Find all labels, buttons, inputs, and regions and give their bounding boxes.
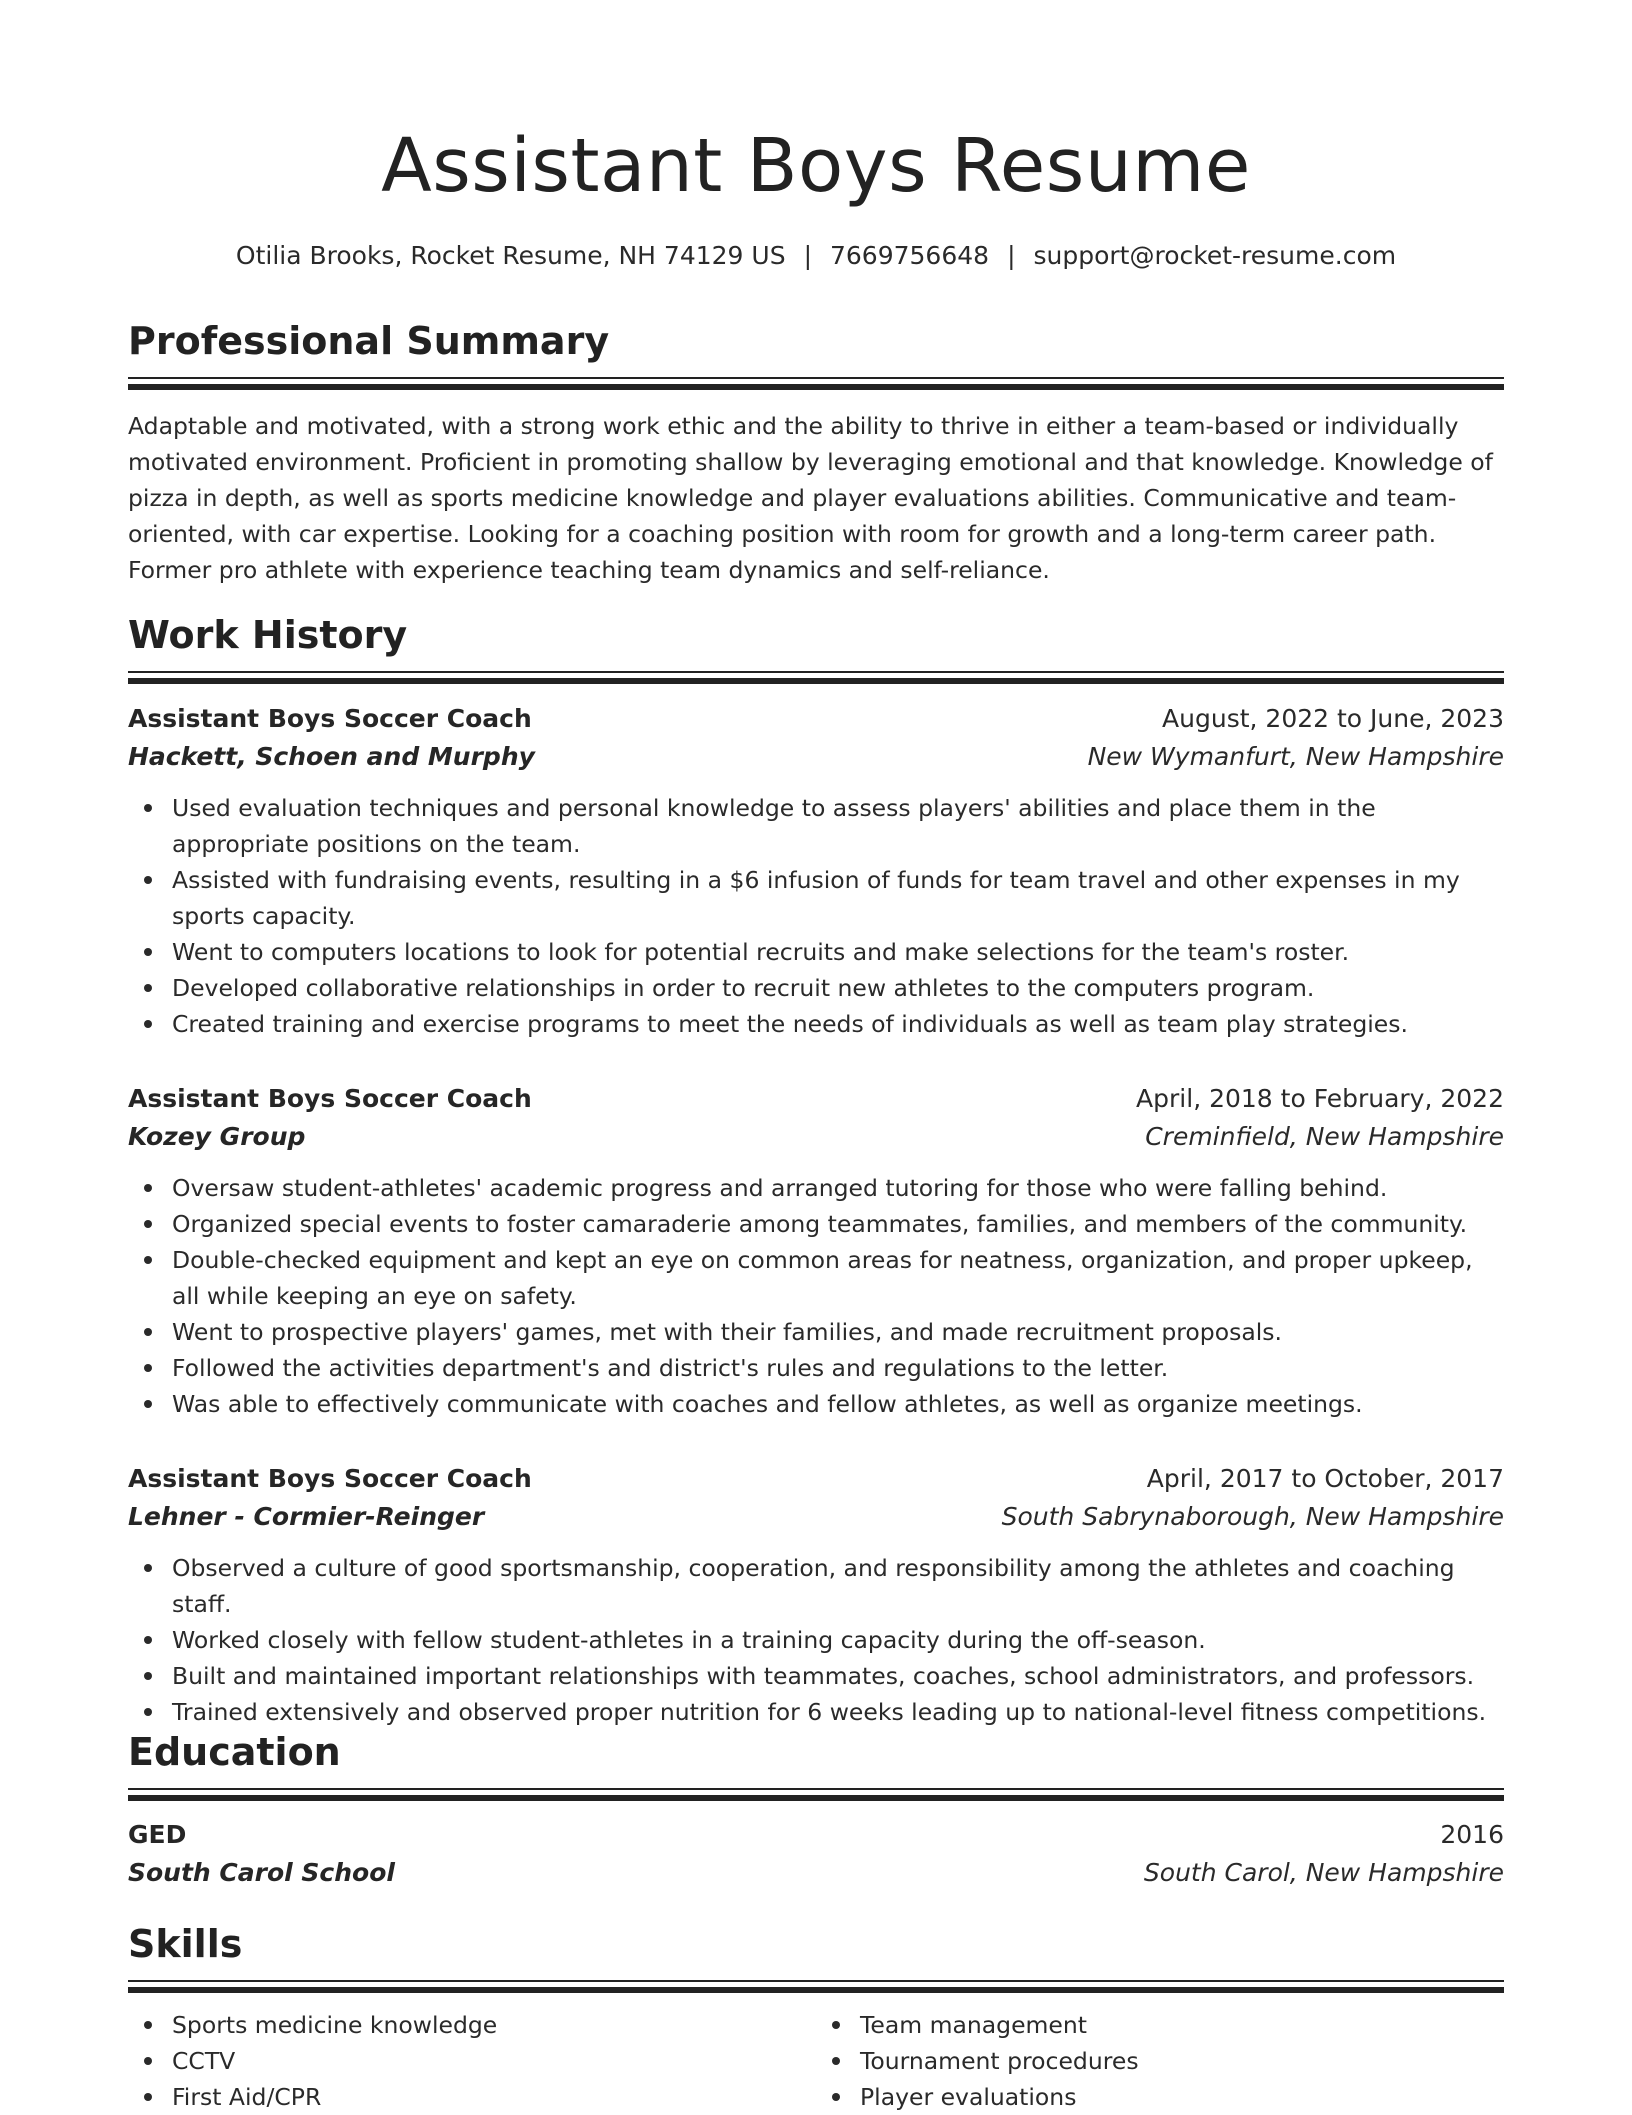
list-item: Oversaw student-athletes' academic progress and arranged tutoring for those who were falling behind. [172,1170,1504,1206]
job-bullets [128,1170,1504,1422]
job-dates: August, 2022 to June, 2023 [1162,704,1504,733]
list-item: Organized special events to foster camaraderie among teammates, families, and members of the community. [172,1206,1504,1242]
list-item: Followed the activities department's and district's rules and regulations to the letter. [172,1350,1504,1386]
list-item: Tournament procedures [860,2043,1504,2079]
section-divider [128,1980,1504,1993]
list-item: Sports medicine knowledge [172,2007,816,2043]
list-item: Assisted with fundraising events, resulting in a $6 infusion of funds for team travel and other expenses in my sports capacity. [172,862,1504,934]
contact-separator: | [1007,241,1016,270]
list-item: CCTV [172,2043,816,2079]
job-title: Assistant Boys Soccer Coach [128,1464,532,1493]
education-degree: GED [128,1820,187,1849]
contact-email: support@rocket-resume.com [1033,241,1397,270]
list-item: Worked closely with fellow student-athletes in a training capacity during the off-season. [172,1622,1504,1658]
education-school-row [128,1854,1504,1892]
resume-title: Assistant Boys Resume [381,123,1251,209]
list-item: Player evaluations [860,2079,1504,2115]
education-location: South Carol, New Hampshire [1143,1858,1504,1887]
list-item: Developed collaborative relationships in order to recruit new athletes to the computers program. [172,970,1504,1006]
job-dates: April, 2017 to October, 2017 [1146,1464,1504,1493]
education-school: South Carol School [128,1858,395,1887]
list-item: Trained extensively and observed proper nutrition for 6 weeks leading up to national-level fitness competitions. [172,1694,1504,1730]
job-entry-3 [128,1460,1504,1730]
job-entry-2 [128,1080,1504,1422]
summary-section [128,316,1504,588]
list-item: Double-checked equipment and kept an eye on common areas for neatness, organization, and proper upkeep, all while keeping an eye on safety. [172,1242,1504,1314]
list-item: First Aid/CPR [172,2079,816,2115]
contact-separator: | [803,241,812,270]
section-divider [128,377,1504,390]
skills-heading: Skills [128,1922,243,1966]
section-divider [128,671,1504,684]
list-item: Built and maintained important relationships with teammates, coaches, school administrators, and professors. [172,1658,1504,1694]
list-item: Team management [860,2007,1504,2043]
list-item: Created training and exercise programs to meet the needs of individuals as well as team play strategies. [172,1006,1504,1042]
job-bullets [128,1550,1504,1730]
summary-heading: Professional Summary [128,319,610,363]
summary-text: Adaptable and motivated, with a strong work ethic and the ability to thrive in either a team-based or individually motivated environment. Proficient in promoting shallow by leveraging emotional and that knowledge. Knowledge of pizza in depth, as well as sports medicine knowledge and player evaluations abilities. Communicative and team-oriented, with car expertise. Looking for a coaching position with room for growth and a long-term career path. Former pro athlete with experience teaching team dynamics and self-reliance. [128,412,1493,584]
education-heading: Education [128,1730,341,1774]
list-item: Was able to effectively communicate with coaches and fellow athletes, as well as organize meetings. [172,1386,1504,1422]
job-company-row [128,738,1504,776]
job-location: New Wymanfurt, New Hampshire [1087,742,1504,771]
work-history-heading: Work History [128,613,408,657]
job-bullets [128,790,1504,1042]
contact-phone: 7669756648 [830,241,990,270]
job-location: Creminfield, New Hampshire [1145,1122,1504,1151]
job-dates: April, 2018 to February, 2022 [1136,1084,1504,1113]
education-year: 2016 [1440,1820,1504,1849]
job-title: Assistant Boys Soccer Coach [128,1084,532,1113]
skills-list-right [816,2007,1504,2115]
section-divider [128,1788,1504,1801]
job-header-row [128,700,1504,738]
contact-line [128,238,1504,274]
job-company-row [128,1118,1504,1156]
job-title: Assistant Boys Soccer Coach [128,704,532,733]
skills-list-left [128,2007,816,2115]
education-entry [128,1816,1504,1892]
education-section [128,1727,1504,1801]
job-location: South Sabrynaborough, New Hampshire [1001,1502,1504,1531]
education-header-row [128,1816,1504,1854]
list-item: Went to prospective players' games, met with their families, and made recruitment proposals. [172,1314,1504,1350]
list-item: Went to computers locations to look for potential recruits and make selections for the team's roster. [172,934,1504,970]
job-entry-1 [128,700,1504,1042]
skills-section [128,1919,1504,2115]
job-company: Hackett, Schoen and Murphy [128,742,535,771]
work-history-section [128,610,1504,684]
contact-address: Otilia Brooks, Rocket Resume, NH 74129 US [235,241,786,270]
skills-columns [128,1993,1504,2115]
job-company-row [128,1498,1504,1536]
job-company: Lehner - Cormier-Reinger [128,1502,485,1531]
job-header-row [128,1080,1504,1118]
job-header-row [128,1460,1504,1498]
job-company: Kozey Group [128,1122,306,1151]
list-item: Used evaluation techniques and personal knowledge to assess players' abilities and place them in the appropriate positions on the team. [172,790,1504,862]
list-item: Observed a culture of good sportsmanship, cooperation, and responsibility among the athletes and coaching staff. [172,1550,1504,1622]
